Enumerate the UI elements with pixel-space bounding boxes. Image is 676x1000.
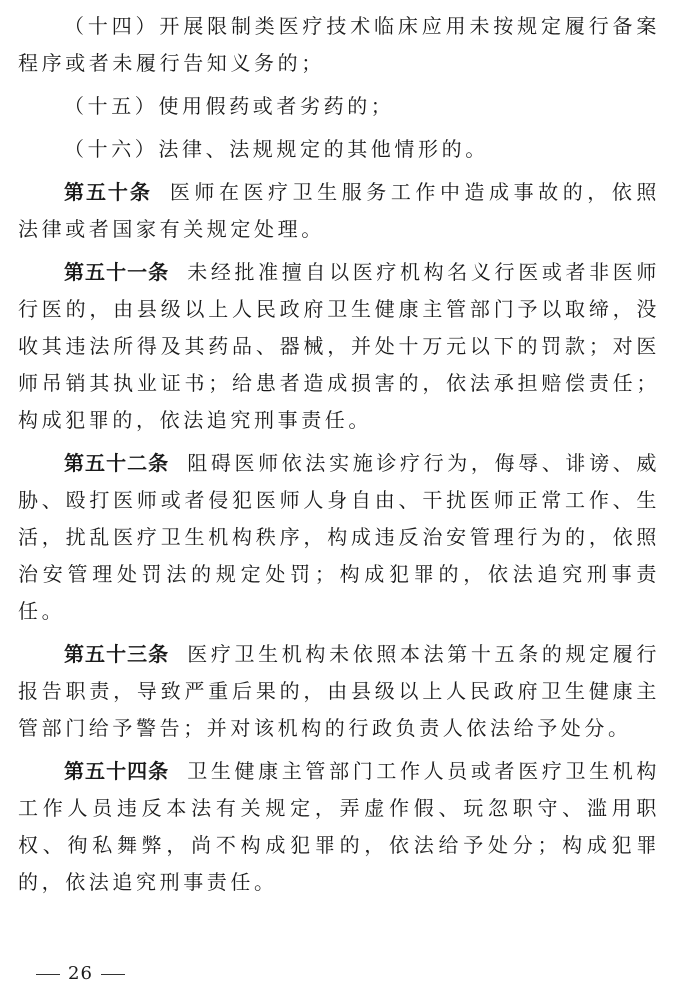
page-number-dash-right bbox=[101, 974, 125, 975]
article-51 bbox=[18, 254, 660, 439]
article-52 bbox=[18, 445, 660, 630]
article-54 bbox=[18, 753, 660, 901]
article-text: 医师在医疗卫生服务工作中造成事故的，依照法律或者国家有关规定处理。 bbox=[18, 180, 661, 241]
article-53 bbox=[18, 636, 660, 747]
article-text: 未经批准擅自以医疗机构名义行医或者非医师行医的，由县级以上人民政府卫生健康主管部门予以取缔，没收其违法所得及其药品、器械，并处十万元以下的罚款；对医师吊销其执业证书；给患者造成损害的，依法承担赔偿责任；构成犯罪的，依法追究刑事责任。 bbox=[18, 260, 661, 432]
article-heading: 第五十四条 bbox=[64, 759, 170, 783]
article-text: 卫生健康主管部门工作人员或者医疗卫生机构工作人员违反本法有关规定，弄虚作假、玩忽职守、滥用职权、徇私舞弊，尚不构成犯罪的，依法给予处分；构成犯罪的，依法追究刑事责任。 bbox=[18, 759, 661, 894]
article-heading: 第五十二条 bbox=[64, 451, 170, 475]
page-number-dash-left bbox=[36, 974, 60, 975]
page-number bbox=[28, 963, 133, 984]
article-heading: 第五十一条 bbox=[64, 260, 170, 284]
paragraph-item-16 bbox=[18, 131, 660, 168]
paragraph-text: （十四）开展限制类医疗技术临床应用未按规定履行备案程序或者未履行告知义务的； bbox=[18, 14, 660, 75]
page-number-value: 26 bbox=[68, 963, 93, 984]
article-heading: 第五十条 bbox=[64, 180, 152, 204]
article-heading: 第五十三条 bbox=[64, 642, 170, 666]
paragraph-text: （十五）使用假药或者劣药的； bbox=[64, 94, 395, 118]
article-text: 阻碍医师依法实施诊疗行为，侮辱、诽谤、威胁、殴打医师或者侵犯医师人身自由、干扰医师正常工作、生活，扰乱医疗卫生机构秩序，构成违反治安管理行为的，依照治安管理处罚法的规定处罚；构成犯罪的，依法追究刑事责任。 bbox=[18, 451, 661, 623]
article-text: 医疗卫生机构未依照本法第十五条的规定履行报告职责，导致严重后果的，由县级以上人民政府卫生健康主管部门给予警告；并对该机构的行政负责人依法给予处分。 bbox=[18, 642, 661, 740]
document-page bbox=[18, 8, 660, 907]
article-50 bbox=[18, 174, 660, 248]
paragraph-item-15 bbox=[18, 88, 660, 125]
paragraph-item-14 bbox=[18, 8, 660, 82]
paragraph-text: （十六）法律、法规规定的其他情形的。 bbox=[64, 137, 489, 161]
